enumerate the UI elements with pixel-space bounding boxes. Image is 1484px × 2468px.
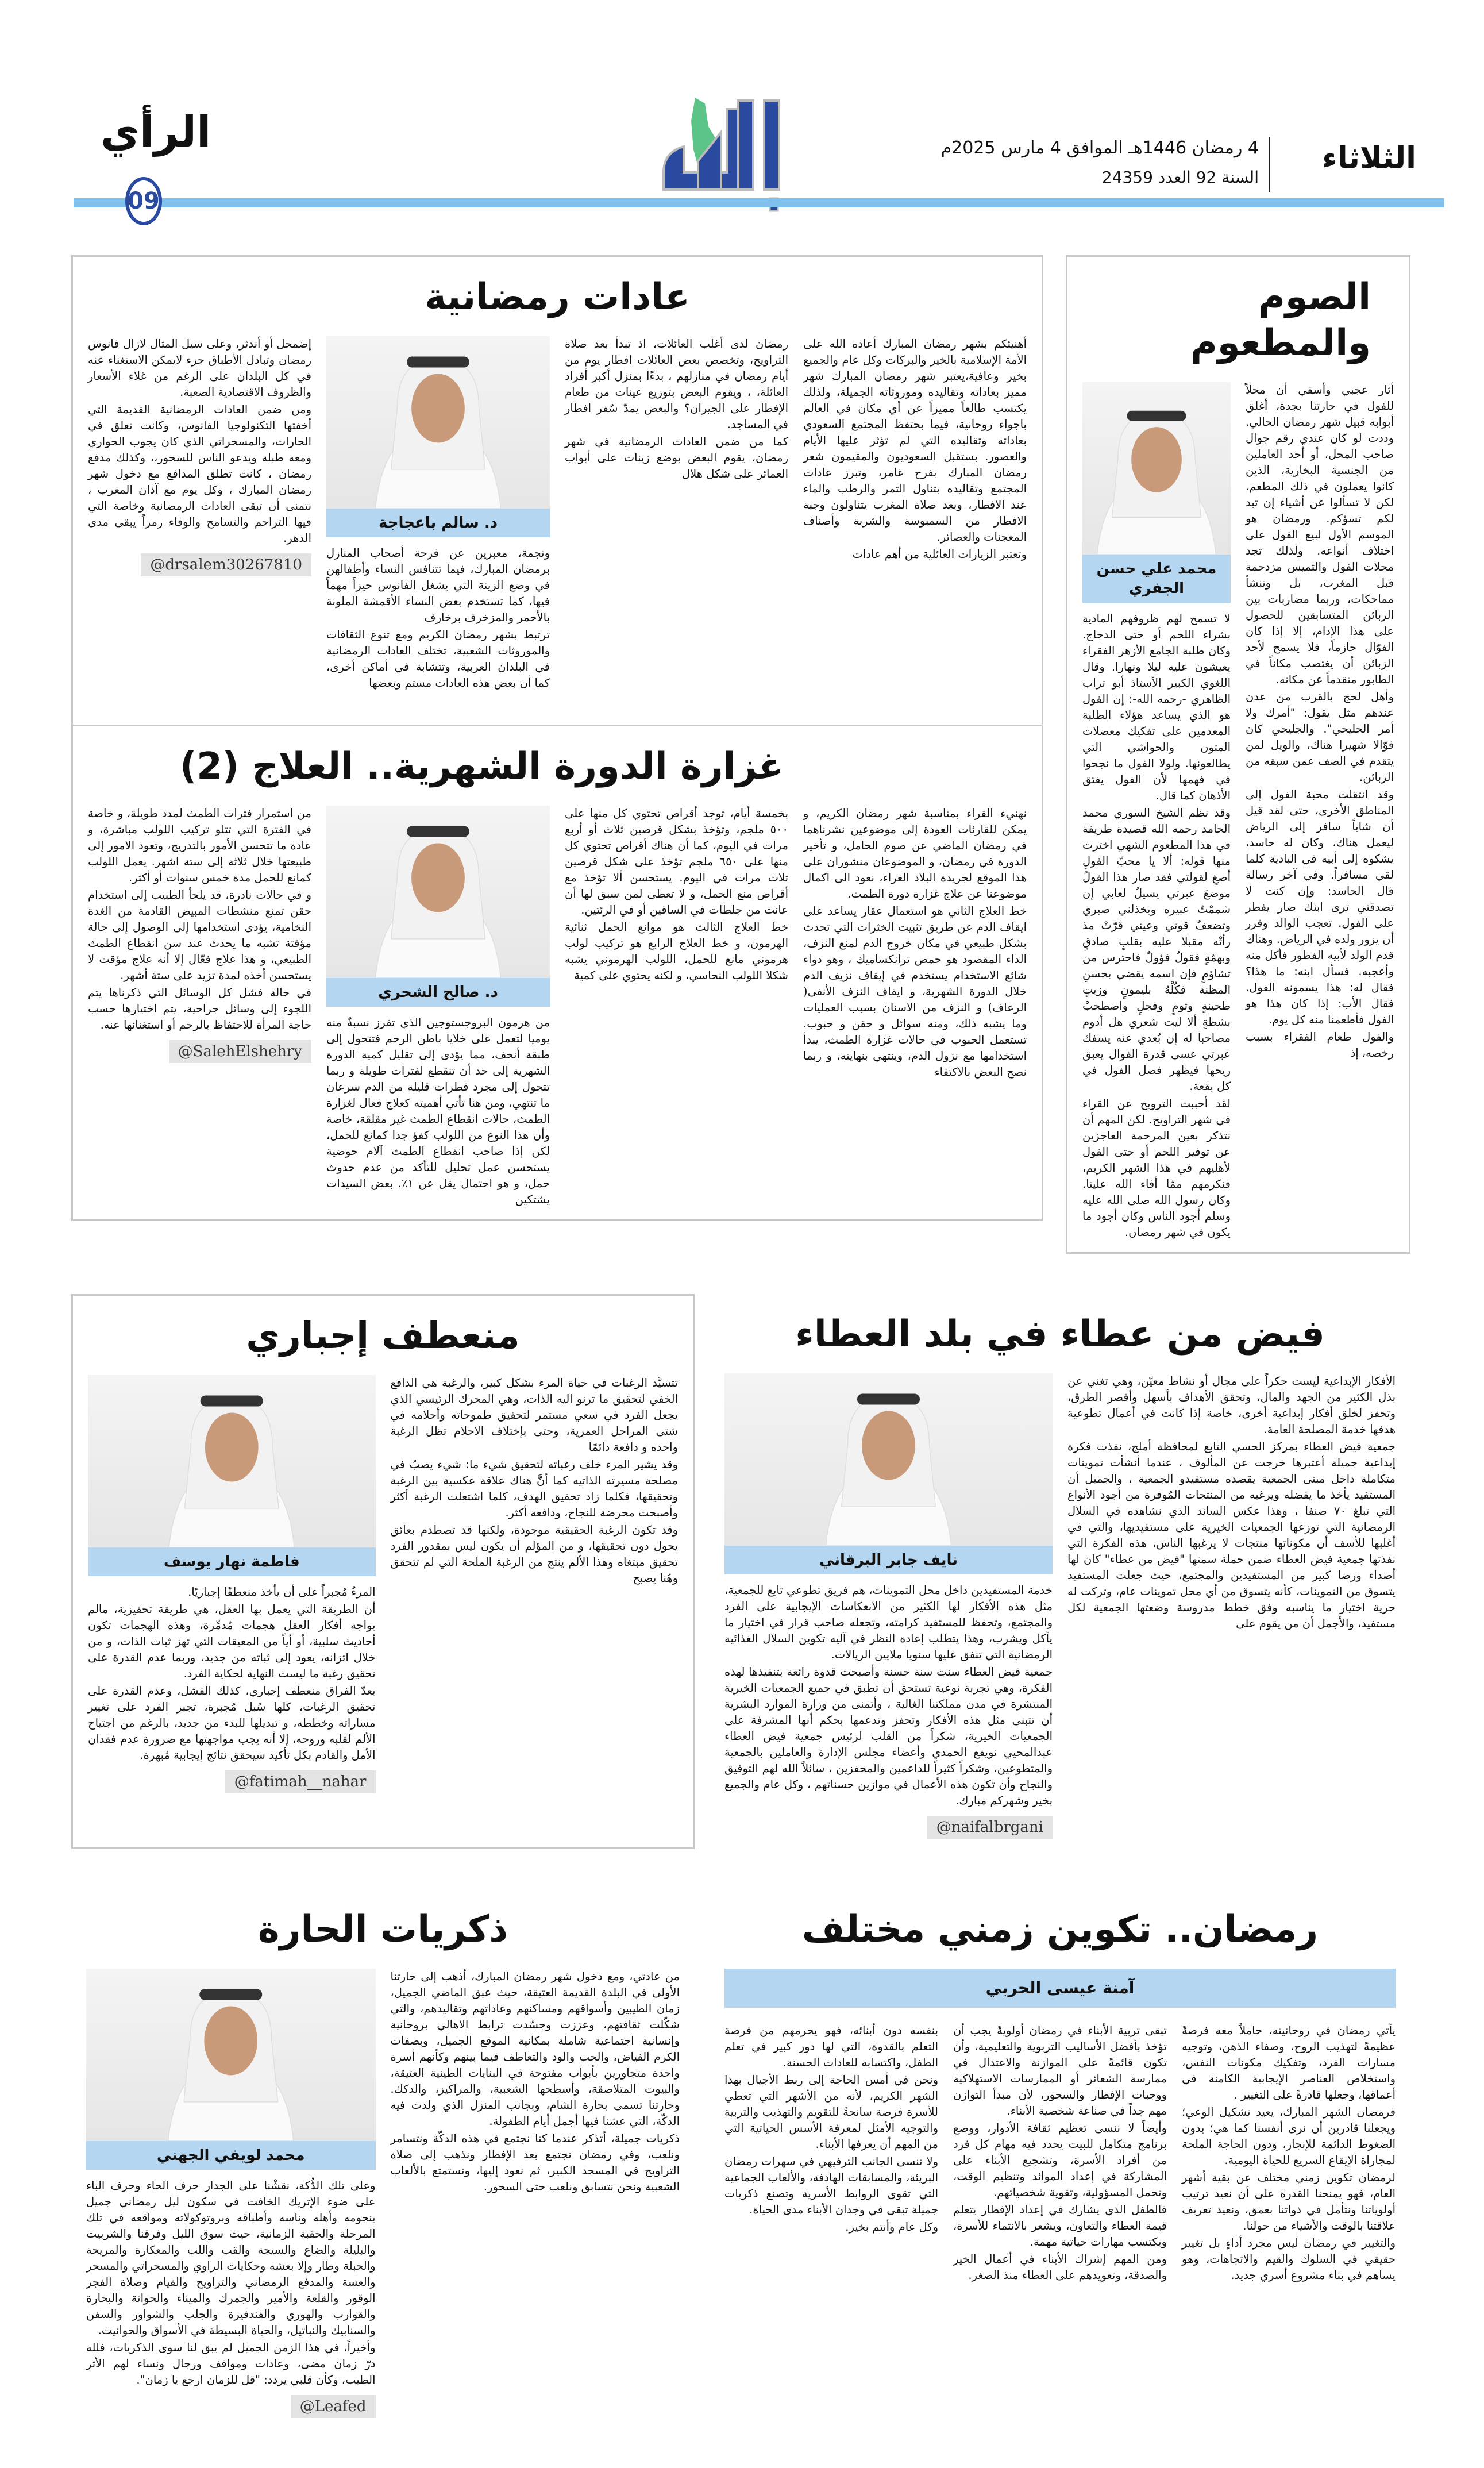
paragraph: وقد نظم الشيخ السوري محمد الحامد رحمه الله قصيدة طريفة في هذا المطعوم الشهي اخترت منها قوله: ألا يا محبّ الفولِ أصغِ لقولتي فقد صار هذا الفولُ موضعَ عبرتي يسيلُ لعابي إن شممْتُ عبيره ويخذلني صبري وتضعفُ قوتي وعيني قرّتْ مذ رأتْه مقبلا عليه بقلبٍ صادقٍ وبهمّةٍ فقولُ فؤولٌ فاحترس من تشاؤمٍ فإن اسمه يقضي بحسنِ المظنة فكُلْهُ بليمونٍ وزيتٍ طحينةٍ وثومٍ وفجلٍ واصطحبْ بشطةٍ ألا ليت شعري هل أدوم مصاحبا له إن بُعدي عنه يسفك عبرتي عسى قدرة الفوال يعبق ريحها فيظهر فضل الفول في كل بقعة. xyxy=(1082,806,1231,1093)
page-number: 09 xyxy=(125,177,162,225)
paragraph: أثار عجبي وأسفي أن محلاً للفول في حارتنا بجدة، أغلق أبوابه قبيل شهر رمضان الحالي. وددت لو كان عندي رقم جوال صاحب المحل، أو أحد العاملين من الجنسية البخارية، الذين كانوا يعملون في ذلك المطعم. لكن لا تسألوا عن أشياء إن تبد لكم تسؤكم. ورمضان هو الموسم الأول لبيع الفول على اختلاف أنواعه. ولذلك تجد محلات الفول والتميس مزدحمة قبل المغرب، بل وتنشأ مماحكات، وربما مضاربات بين الزبائن المتسابقين للحصول على هذا الإدام، إلا إذا كان الفوّال حازماً، فلا يسمح لأحد الزبائن أن يغتصب مكاناً في الطابور متقدماً عن مكانه. xyxy=(1246,383,1394,686)
author-name: نايف جابر البرقاني xyxy=(724,1546,1053,1574)
row-middle xyxy=(71,1294,1410,1849)
article-title: فيض من عطاء في بلد العطاء xyxy=(795,1313,1325,1356)
paragraph: من هرمون البروجستوجين الذي تفرز نسبةٌ منه يوميا لتعمل على خلايا باطن الرحم فتتحول إلى طبقة أنحف، مما يؤدى إلى تقليل كمية الدورة الشهرية إلى حد أن تنقطع لفترات طويلة و ربما تتحول إلى مجرد قطرات قليلة من الدم سرعان ما تنتهي، ومن هنا تأتي أهميته كعلاج فعال لغزارة الطمث، حالات انقطاع الطمث غير مقلقة، خاصة وأن هذا النوع من اللولب كفؤ جدا كمانع للحمل، لكن إذا صاحب انقطاع الطمث آلام حوضية يستحسن عمل تحليل للتأكد من عدم حدوث حمل، و هو احتمال يقل عن ١٪. بعض السيدات يشتكين xyxy=(326,1016,550,1206)
paragraph: ذكريات جميلة، أتذكر عندما كنا نجتمع في هذه الدكّة ونتسامر ونلعب، وفي رمضان نجتمع بعد الإفطار ونذهب إلى صلاة التراويح في المسجد الكبير، ثم نعود إليها، ونستمتع بالألعاب الشعبية ونحن نتسابق ونلعب حتى السحور. xyxy=(390,2132,680,2193)
paragraph: الأفكار الإبداعية ليست حكراً على مجال أو نشاط معيّن، وهي تغني عن بذل الكثير من الجهد والمال، وتحقق الأهداف بأسهل وأقصر الطرق، وتحفز لخلق أفكار إبداعية أخرى، خاصة إذا كانت في أعمال تطوعية هدفها خدمة المصلحة العامة. xyxy=(1067,1374,1396,1436)
article-ghazara xyxy=(71,726,1043,1221)
paragraph: وتعتبر الزيارات العائلية من أهم عادات xyxy=(852,548,1027,561)
paragraph: ونحن في أمس الحاجة إلى ربط الأجيال بهذا الشهر الكريم، لأنه من الأشهر التي تعطي للأسرة فرصة سانحةً للتقويم والتهذيب والتربية والتوجيه الأمثل لمعرفة الأسس الحياتية التي من المهم أن يعرفها الأبناء. xyxy=(724,2073,938,2151)
paragraph: وكل عام وأنتم بخير. xyxy=(845,2220,938,2234)
author-photo xyxy=(326,806,550,1007)
article-title: الصوم والمطعوم xyxy=(1190,276,1371,364)
text-column xyxy=(88,336,311,576)
paragraph: خدمة المستفيدين داخل محل التموينات، هم فريق تطوعي تابع للجمعية، مثل هذه الأفكار لها الكثير من الانعكاسات الإيجابية على الفرد والمجتمع، وتحفظ للمستفيد كرامته، وتجعله صاحب قرار في اختيار ما يأكل ويشرب، وهذا يتطلب إعادة النظر في آليه تكوين السلال الغذائية الرمضانية التي تنفق عليها سنويا ملايين الريالات. xyxy=(724,1584,1053,1661)
paragraph: خط العلاج الثالث هو موانع الحمل ثنائية الهرمون، و خط العلاج الرابع هو تركيب لولب هرموني مانع للحمل، اللولب الهرموني يشبه شكلا اللولب النحاسي، و لكنه يحتوي على كمية xyxy=(565,921,788,982)
author-photo xyxy=(1082,382,1231,603)
author-name: آمنة عيسى الحربي xyxy=(724,1969,1396,2008)
paragraph: من استمرار فترات الطمث لمدد طويلة، و خاصة في الفترة التي تتلو تركيب اللولب مباشرة، و عادة ما تتحسن الأمور بالتدريج، وتعود الامور إلى طبيعتها خلال ثلاثة إلى ستة اشهر. يعمل اللولب كمانع للحمل مدة خمس سنوات أو أكثر. xyxy=(88,807,311,884)
text-column xyxy=(1182,2023,1396,2285)
paragraph: ومن المهم إشراك الأبناء في أعمال الخير والصدقة، وتعويدهم على العطاء منذ الصغر. xyxy=(953,2253,1167,2282)
paragraph: المرءُ مُجبراً على أن يأخذ منعطفًا إجباريًا. xyxy=(188,1585,376,1599)
paragraph: ولا ننسى الجانب الترفيهي في سهرات رمضان البريئة، والمسابقات الهادفة، والألعاب الجماعية التي تقوي الروابط الأسرية وتصنع ذكريات جميلة تبقى في وجدان الأبناء مدى الحياة. xyxy=(724,2155,938,2216)
header-divider xyxy=(1269,137,1270,192)
article-body xyxy=(88,336,1027,692)
article-title: غزارة الدورة الشهرية.. العلاج (2) xyxy=(180,745,784,788)
text-column xyxy=(1246,382,1394,1062)
paragraph: من عادتي، ومع دخول شهر رمضان المبارك، أذهب إلى حارتنا الأولى في البلدة القديمة العتيقة، حيث عبق الماضي الجميل، زمان الطيبين وأسواقهم ومساكنهم وعاداتهم وتقاليدهم، والتي شكّلت ثقافتهم، وعززت وجسّدت ترابط الاهالي بروحانية وإنسانية اجتماعية شاملة بمكانية الموقع الجميل، وبصفات الكرم الفياض، والحب والود والتعاطف فيما بينهم وكأنهم أسرة واحدة متجاورين بأبواب مفتوحة في البنايات الطينية العتيقة، والبيوت المتلاصقة، وأسطحها الشعبية، والمراكيز، والدكك. وحارتنا تسمى بحارة الشام، وبجانب المنزل الذي ولدت فيه الدكّة، التي عشنا فيها أجمل أيام الطفولة. xyxy=(390,1970,680,2128)
row-bottom xyxy=(71,1889,1410,2468)
paragraph: تتسيَّد الرغبات في حياة المرء بشكل كبير، والرغبة هي الدافع الخفي لتحقيق ما ترنو اليه الذات، وهي المحرك الرئيسي الذي يجعل الفرد في سعي مستمر لتحقيق طموحاته وأحلامه في شتى المراحل العمرية، وحتى بإختلاف الاحلام تظل الرغبة واحده و دافعة دائمًا xyxy=(390,1376,678,1454)
paragraph: يأتي رمضان في روحانيته، حاملاً معه فرصةً عظيمةً لتهذيب الروح، وصفاء الذهن، وتوجيه مسارات الفرد، وتفكيك مكونات النفس، واستخلاص العناصر الإيجابية الكامنة في أعماقها، وجعلها قادرةً على التغيير . xyxy=(1182,2024,1396,2101)
paragraph: نهنيء القراء بمناسبة شهر رمضان الكريم، و يمكن للقارئات العودة إلى موضوعين نشرناهما في رمضان الماضي عن صوم الحامل، و تأخير الدورة في رمضان، و الموضوعان منشوران على هذا الموقع لجريدة البلاد الغراء، نعود الى اكمال موضوعنا عن علاج غزارة دورة الطمث. xyxy=(803,807,1027,900)
paragraph: و في حالات نادرة، قد يلجأ الطبيب إلى استخدام حقن تمنع منشطات المبيض القادمة من الغدة النخامية، يؤدى استخدامها إلى الوصول إلى حالة مؤقتة تشبه ما يحدث عند سن انقطاع الطمث الطبيعي، و هذا علاج فعّال إلا أنه علاج مؤقت لا يستحسن أخذه لمدة تزيد على ستة أشهر. xyxy=(88,888,311,982)
author-name: د. سالم باعجاجة xyxy=(326,509,550,537)
paragraph: والفول طعام الفقراء بسبب رخصه، إذ xyxy=(1246,1030,1394,1060)
article-body xyxy=(1082,382,1394,1242)
paragraph: وعلى تلك الدُّكة، نقشْنا على الجدار حرف الحاء وحرف الباء على ضوء الإتريك الخافت في سكون ليل رمضاني جميل بنجومه وأهله وناسه وأطباقه وبروتوكولاته ومواقعه في تلك المرحلة والحقبة الزمانية، حيث سوق الليل وفرقنا والشربيت والبليلة والضاع والسيجة والقب واللب والمعكارة والمريحة والحبلة وطار وإلا بعشه وحكايات الراوي والمسحراتي والمسحر والعسة والمدفع الرمضاني والتراويح والقيام وصلاة الفجر الوقور والقلعة والأمير والجمرك والميناء والحوانة والبحارة والقوارب والهوري والفندفيرة والجلب والشواور والسفن والسنابيك والنباتيل، والحياة البسيطة في الأسواق والحوانيت. xyxy=(86,2179,376,2337)
article-title: ذكريات الحارة xyxy=(257,1908,508,1951)
author-photo xyxy=(326,336,550,537)
paragraph: لقد أحببت الترويح عن القراء في شهر التراويح. لكن المهم أن نتذكر بعين المرحمة العاجزين عن توفير اللحم أو حتى الفول لأهليهم في هذا الشهر الكريم، فنكرمهم ممّا أفاء الله علينا. وكان رسول الله صلى الله عليه وسلم أجود الناس وكان أجود ما يكون في شهر رمضان. xyxy=(1082,1097,1231,1239)
paragraph: والتغيير في رمضان ليس مجرد أداءٍ بل تغيير حقيقي في السلوك والقيم والاتجاهات، وهو يساهم في بناء مشروع أسري جديد. xyxy=(1182,2236,1396,2282)
paragraph: أهنيئكم بشهر رمضان المبارك أعاده الله على الأمة الإسلامية بالخير والبركات وكل عام والجميع بخير وعافية،يعتبر شهر رمضان المبارك شهر مميز بعاداته وتقاليده وموروثاته الجميلة، ولذلك يكتسب طالعاً مميزاً عن أي مكان في العالم باجواء روحانية، فيما بحتفظ المجتمع السعودي بعاداته وتقاليده التي لم تؤثر عليها الأيام والعصور. بستقبل السعوديون والمقيمون شعر رمضان المبارك بفرح غامر، وتبرز عادات المجتمع وتقاليده بتناول التمر والرطب والماء عند الافطار، وبعد صلاة المغرب يتناولون وجبة الافطار من السمبوسة والشربة وأصناف المعجنات والعصائر. xyxy=(803,337,1027,544)
author-portrait-icon xyxy=(86,1969,376,2141)
paragraph: وقد يشير المرء خلف رغباته لتحقيق شيء ما: شيء يصبّ في مصلحة مسيرته الذاتيه كما أنَّ هناك علاقة عكسية بين الرغبة وتحقيقها، فكلما زاد تحقيق الهدف، كلما اشتعلت الرغبة أكثر وأصبحت محرضة للنجاح، ودافعة أكثر. xyxy=(390,1458,678,1519)
text-column xyxy=(391,1969,680,2196)
article-fayd xyxy=(710,1294,1410,1849)
paragraph: إضمحل أو أندثر، وعلى سيل المثال لازال فانوس رمضان وتبادل الأطباق جزء لايمكن الاستغناء عنه في كل البلدان على الرغم من غلاء الأسعار والظروف الاقتصادية الصعبة. xyxy=(88,337,311,399)
article-body xyxy=(88,806,1027,1209)
header-band xyxy=(74,198,1444,207)
text-column xyxy=(88,1375,376,1793)
paragraph: فرمضان الشهر المبارك، يعيد تشكيل الوعي؛ ويجعلنا قادرين أن نرى أنفسنا كما هي؛ بدون الضغوط الدائمة للإنجاز، ودون الحاجة الملحة لمجاراة الإيقاع السريع للحياة اليومية. xyxy=(1182,2105,1396,2167)
author-name: محمد علي حسن الجفري xyxy=(1082,555,1231,603)
weekday: الثلاثاء xyxy=(1322,141,1416,175)
paragraph: لرمضان تكوين زمني مختلف عن بقية أشهر العام، فهو يمنحنا القدرة على أن نعيد ترتيب أولوياتنا ونتأمل في ذواتنا بعمق، ونعيد تعريف علاقتنا بالوقت والأشياء من حولنا. xyxy=(1182,2171,1396,2232)
text-column xyxy=(1082,382,1231,1242)
paragraph: يعدّ الفراق منعطف إجباري، كذلك الفشل، وعدم القدرة على تحقيق الرغبات، كلها سُبل مُجبرة، تجبر الفرد على تغيير مساراته وخططه، و تبديلها للبدء من جديد، بالرغم من اجتياح الألم لقلبه وروحه، إلا أنه يجب مواجهتها مع ضرورة عدم فقدان الأمل والقادم بكل تأكيد سيحقق نتائج إيجابية مُبهرة. xyxy=(88,1684,376,1762)
author-name: د. صالح الشحري xyxy=(326,978,550,1007)
paragraph: ترتبط بشهر رمضان الكريم ومع تنوع الثقافات والموروثات الشعبية، تختلف العادات الرمضانية في البلدان العربية، وتتشابة في أماكن أخرى، كما أن بعض هذه العادات مستم وبعضها xyxy=(326,628,550,690)
article-adat xyxy=(71,255,1043,726)
author-portrait-icon xyxy=(326,806,550,978)
author-portrait-icon xyxy=(88,1375,376,1547)
left-stack xyxy=(71,255,1043,1254)
article-body xyxy=(724,1373,1396,1839)
paragraph: بنفسه دون أبنائه، فهو يحرمهم من فرصة التعلم بالقدوة، التي لها دور كبير في تعلم الطفل، واكتسابه للعادات الحسنة. xyxy=(724,2024,938,2069)
section-title: الرأي xyxy=(101,107,211,157)
author-handle[interactable]: @naifalbrgani xyxy=(927,1816,1053,1839)
article-sawm xyxy=(1066,255,1410,1254)
text-column xyxy=(724,2023,938,2236)
article-title: عادات رمضانية xyxy=(425,276,690,318)
author-photo xyxy=(724,1373,1053,1574)
paragraph: وأهل لحج بالقرب من عدن عندهم مثل يقول: "أمرك ولا أمر الجليحي". والجليحي كان فوّالا شهيرا هناك، والويل لمن يتقدم في الصف عمن سبقه من الزبائن. xyxy=(1246,690,1394,784)
author-name: محمد لويفي الجهني xyxy=(86,2141,376,2170)
paragraph: ومن ضمن العادات الرمضانية القديمة التي أخفتها التكنولوجيا الفانوس، وكانت تعلق في الحارات، والمسحراتي الذي كان يجوب الحواري ومعه طبلة ويدعو الناس للسحور،، وكذلك مدفع رمضان ، كانت تطلق المدافع مع دخول شهر رمضان المبارك ، وكل يوم مع آذان المغرب ، نتمنى أن تبقى العادات الرمضانية وخاصة التي فيها التراحم والتسامح والوفاء رمزاً يبقى مدى الدهر. xyxy=(88,403,311,545)
article-body xyxy=(724,2023,1396,2285)
author-handle[interactable]: @Leafed xyxy=(291,2395,376,2418)
paragraph: تبقى تربية الأبناء في رمضان أولويةً يجب أن تؤخذ بأفضل الأساليب التربوية والتعليمية، وأن تكون قائمةً على الموازنة والاعتدال في ممارسة الشعائر أو الممارسات الاستهلاكية ووجبات الإفطار والسحور، لأن مبدأ التوازن مهم جداً في صناعة شخصية الأبناء. xyxy=(953,2024,1167,2117)
text-column xyxy=(803,336,1027,564)
text-column xyxy=(1067,1373,1396,1633)
article-title: رمضان.. تكوين زمني مختلف xyxy=(801,1908,1319,1951)
article-dhikrayat xyxy=(71,1889,695,2468)
author-photo xyxy=(86,1969,376,2170)
author-photo xyxy=(88,1375,376,1576)
issue-date: 4 رمضان 1446هـ الموافق 4 مارس 2025م xyxy=(940,138,1259,158)
text-column xyxy=(565,806,788,985)
text-column xyxy=(88,806,311,1063)
text-column xyxy=(803,806,1027,1081)
paragraph: جمعية فيض العطاء سنت سنة حسنة وأصبحت قدوة رائعة بتنفيذها لهذه الفكرة، وهي تجربة نوعية تستحق أن تطبق في جميع الجمعيات الخيرية المنتشرة في مدن مملكتنا الغالية ، وأتمنى من وزارة الموارد البشرية أن تتبنى مثل هذه الأفكار وتحفز وتدعمها بحكم أنها المشرفة على الجمعيات الخيرية، شكراً من القلب لرئيس جمعية فيض العطاء عبدالمحيي نويفع الحمدي وأعضاء مجلس الإدارة والعاملين بالجمعية والمتطوعين، وشكراً كثيراً للداعمين والمحفزين ، سائلاً الله لهم التوفيق والنجاح وأن تكون هذه الأعمال في موازين حسناتهم ، وكل عام والجميع بخير وشهركم مبارك. xyxy=(724,1665,1053,1807)
text-column xyxy=(391,1375,679,1588)
paragraph: جمعية فيض العطاء بمركز الحسي التابع لمحافظة أملج، نفذت فكرة إبداعية جميلة أعتبرها خرجت عن المألوف ، عندما أنشأت تموينات متكاملة داخل مبنى الجمعية يقصده مستفيدو الجمعية ، والجميل أن المستفيد يأخذ ما يفضله ويرغبه من المنتجات المُوفرة من أجود الأنواع التي تبلغ ٧٠ صنفا ، وهذا عكس السائد الذي نشاهده في السلال الرمضانية التي توزعها الجمعيات الخيرية على مستفيديها، والتي في أغلبها للأسف أن مكوناتها منتجات لا يرغبها الناس، هذه الفكرة التي نفذتها جمعية فيض العطاء ضمن حملة سمتها "فيض من عطاء" كان لها أصداء ورضا كبير من المستفيدين والمجتمع، حيث جعلت المستفيد يتسوق من التموينات، كأنه يتسوق من أي محل تموينات عام، وتركت له حرية اختيار ما يناسبه وفق خطط مدروسة وضعتها الجمعية لكل مستفيد، والأجمل أن من يقوم على xyxy=(1067,1440,1396,1630)
paragraph: بخمسة أيام، توجد أقراص تحتوي كل منها على ٥٠٠ ملجم، وتؤخذ بشكل قرصين ثلاث أو أربع مرات في اليوم، كما أن هناك أقراص تحتوي كل منها على ٦٥٠ ملجم تؤخذ على شكل قرصين ثلاث مرات في اليوم. يستحسن ألا تؤخذ مع أقراص منع الحمل، و لا تعطى لمن سبق لها أن عانت من جلطات في الساقين أو في الرئتين. xyxy=(565,807,789,917)
paragraph: في حالة فشل كل الوسائل التي ذكرناها يتم اللجوء إلى وسائل جراحية، يتم اختيارها حسب حاجة المرأة للاحتفاظ بالرحم أو استغنائها عنه. xyxy=(88,986,311,1031)
paragraph: فالطفل الذي يشارك في إعداد الإفطار يتعلم قيمة العطاء والتعاون، ويشعر بالانتماء للأسرة، ويكتسب مهارات حياتية مهمة. xyxy=(953,2203,1167,2248)
author-portrait-icon xyxy=(326,336,550,509)
paragraph: رمضان لدى أغلب العائلات، اذ تبدأ بعد صلاة التراويح، وتخصص بعض العائلات افطار يوم من أيام رمضان في منازلهم ، بدءًا بمنزل أكبر أفراد العائلة، ، ويقوم البعض بتوزيع عينات من طعام الإفطار على الجيران؟ والبعض يمدّ سُفر افطار في المساجد. xyxy=(565,337,788,431)
text-column xyxy=(326,336,550,692)
article-title: منعطف إجباري xyxy=(246,1315,520,1357)
paragraph: وأيضاً لا ننسى تعظيم ثقافة الأدوار، ووضع برنامج متكامل للبيت يحدد فيه مهام كل فرد من أفراد الأسرة، وتشجيع الأبناء على المشاركة في إعداد الموائد وتنظيم الوقت، وتحمل المسؤولية، وتقوية شخصياتهم. xyxy=(953,2122,1167,2199)
author-portrait-icon xyxy=(1082,382,1231,555)
paragraph: وقد انتقلت محبة الفول إلى المناطق الأخرى، حتى لقد قيل أن شاباً سافر إلى الرياض ليعمل هناك، وكان له حاسد، يشكوه إلى أبيه في البادية كلما لقي مسافراً. وفي آخر رسالة قال الحاسد: وإن كنت لا تصدقني ترى ابنك صار يفطر على الفول. تعجب الوالد وقرر أن يزور ولده في الرياض. وهناك قدم الولد لأبيه الفطور فأكل منه وأعجبه. فسأل ابنه: ما هذا؟ فقال له: هذا يسمونه الفول. فقال الأب: إذا كان هذا هو الفول فأطعمنا منه كل يوم. xyxy=(1246,788,1394,1026)
author-handle[interactable]: @fatimah__nahar xyxy=(225,1770,376,1793)
row-top xyxy=(71,255,1410,1254)
article-munataf xyxy=(71,1294,695,1849)
author-handle[interactable]: @SalehElshehry xyxy=(169,1040,311,1063)
author-handle[interactable]: @drsalem30267810 xyxy=(141,553,311,576)
text-column xyxy=(86,1969,376,2418)
article-ramadan xyxy=(710,1889,1410,2468)
paragraph: ونجمة، معبرين عن فرحة أصحاب المنازل برمضان المبارك، فيما تتنافس النساء وأطفالهن في وضع الزينة التي يشغل الفانوس حيزاً مهماً فيها، كما تستخدم بعض النساء الأقمشة الملونة بالأحمر والمزخرف برخارف xyxy=(326,546,550,624)
article-body xyxy=(86,1969,680,2418)
issue-number: السنة 92 العدد 24359 xyxy=(1101,168,1259,187)
paragraph: وقد تكون الرغبة الحقيقية موجودة، ولكنها قد تصطدم بعائق يحول دون تحقيقها، و من المؤلم أن يكون ليس بمقدور الفرد تحقيق مبتغاه وهذا الألم ينتج من الرغبة الملحة التي لم تتحقق وهُنا يصبح xyxy=(390,1523,678,1585)
author-portrait-icon xyxy=(724,1373,1053,1546)
text-column xyxy=(565,336,788,483)
page-body xyxy=(71,255,1410,2468)
author-name: فاطمة نهار يوسف xyxy=(88,1547,376,1576)
paragraph: وأخيراً، في هذا الزمن الجميل لم يبق لنا سوى الذكريات، فلله درّ زمان مضى، وعادات ومواقف ورجال ونساء لهم الأثر الطيب، وكأن قلبي يردد: "قل للزمان ارجع يا زمان". xyxy=(86,2341,376,2386)
article-body xyxy=(88,1375,678,1793)
text-column xyxy=(724,1373,1053,1839)
text-column xyxy=(953,2023,1167,2285)
paragraph: لا تسمح لهم ظروفهم المادية بشراء اللحم أو حتى الدجاج. وكان طلبة الجامع الأزهر الفقراء يعيشون عليه ليلا ونهارا. وقال اللغوي الكبير الأستاذ أبو تراب الظاهري -رحمه الله-: إن الفول هو الذي يساعد هؤلاء الطلبة المعدمين على تفكيك معضلات المتون والحواشي التي يطالعونها. ولولا الفول ما نجحوا في فهمها لأن الفول يفتق الأذهان كما قال. xyxy=(1082,612,1231,802)
paragraph: كما من ضمن العادات الرمضانية في شهر رمضان، يقوم البعض بوضع زينات على أبواب العمائر على شكل هلال xyxy=(565,435,788,480)
paragraph: خط العلاج الثاني هو استعمال عقار يساعد على ايقاف الدم عن طريق تثبيت الخثرات التي تحدث بشكل طبيعي في مكان خروج الدم لمنع النزف، الداء المقصود هو حمض ترانكساميك ، وهو دواء شائع الاستخدام يستخدم في إيقاف نزيف الدم خلال الدورة الشهرية، و ايقاف النزف الأنفى( الرعاف) و النزف من الاسنان بسبب العمليات وما يشبه ذلك، ومنه سوائل و حقن و حبوب. تستعمل الحبوب في حالات غزارة الطمث، يبدأ استخدامها مع نزول الدم، وينتهي بنهايته، و ربما نصح البعض بالاكتفاء xyxy=(803,904,1027,1079)
paragraph: أن الطريقة التي يعمل بها العقل، هي طريقة تحفيزية، مالم يواجه أفكار العقل هجمات مُدمِّرة، وهذه الهجمات تكون أحاديث سلبية، أو أياً من المعيقات التي تهز ثبات الذات، و من خلال اتزانه، يعود إلى ثباته من جديد، وربما عدم القدرة على تحقيق رغبة ما ليست النهاية لحكاية الفرد. xyxy=(88,1603,376,1680)
text-column xyxy=(326,806,550,1209)
